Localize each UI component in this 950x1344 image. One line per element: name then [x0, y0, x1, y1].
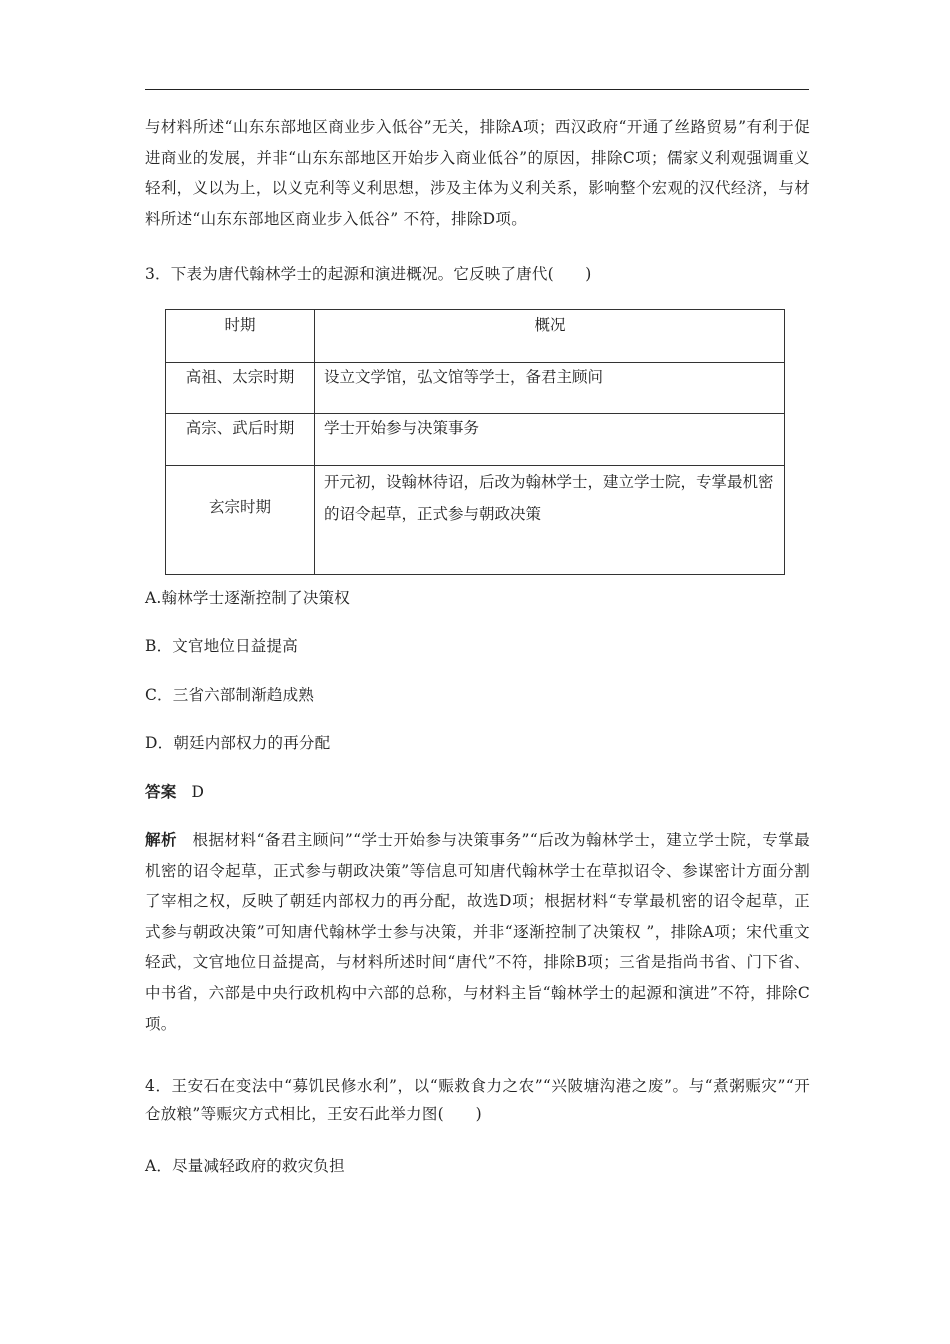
option-a: A.翰林学士逐渐控制了决策权	[145, 589, 350, 607]
answer-label: 答案	[145, 782, 177, 801]
option-c: C．三省六部制渐趋成熟	[145, 686, 315, 704]
table-cell-summary: 设立文学馆，弘文馆等学士，备君主顾问	[315, 363, 785, 414]
analysis-paragraph	[145, 825, 810, 1039]
table-cell-period: 高祖、太宗时期	[166, 363, 315, 414]
table-row	[166, 466, 785, 575]
question-4-stem: 4．王安石在变法中“募饥民修水利”，以“赈救食力之农”“兴陂塘沟港之废”。与“煮粥赈灾”“开仓放粮”等赈灾方式相比，王安石此举力图( )	[145, 1077, 810, 1123]
table-header-summary: 概况	[315, 310, 785, 363]
table-row	[166, 363, 785, 414]
q4-option-a: A．尽量减轻政府的救灾负担	[145, 1157, 345, 1175]
answer-line	[145, 780, 810, 804]
table-cell-period: 玄宗时期	[166, 466, 315, 575]
table-cell-summary: 学士开始参与决策事务	[315, 414, 785, 466]
table-cell-period: 高宗、武后时期	[166, 414, 315, 466]
table-cell-summary: 开元初，设翰林待诏，后改为翰林学士，建立学士院，专掌最机密的诏令起草，正式参与朝政决策	[315, 466, 785, 575]
option-b: B．文官地位日益提高	[145, 637, 298, 655]
option-d: D．朝廷内部权力的再分配	[145, 734, 331, 752]
analysis-text: 根据材料“备君主顾问”“学士开始参与决策事务”“后改为翰林学士，建立学士院，专掌最机密的诏令起草，正式参与朝政决策”等信息可知唐代翰林学士在草拟诏令、参谋密计方面分割了宰相之权，反映了朝廷内部权力的再分配，故选D项；根据材料“专掌最机密的诏令起草，正式参与朝政决策”可知唐代翰林学士参与决策，并非“逐渐控制了决策权 ”，排除A项；宋代重文轻武，文官地位日益提高，与材料所述时间“唐代”不符，排除B项；三省是指尚书省、门下省、中书省，六部是中央行政机构中六部的总称，与材料主旨“翰林学士的起源和演进”不符，排除C项。	[145, 831, 810, 1033]
analysis-label: 解析	[145, 830, 178, 849]
header-rule	[145, 89, 809, 90]
intro-paragraph: 与材料所述“山东东部地区商业步入低谷”无关，排除A项；西汉政府“开通了丝路贸易”有利于促进商业的发展，并非“山东东部地区开始步入商业低谷”的原因，排除C项；儒家义利观强调重义轻利，义以为上，以义克利等义利思想，涉及主体为义利关系，影响整个宏观的汉代经济，与材料所述“山东东部地区商业步入低谷” 不符，排除D项。	[145, 118, 810, 228]
question-3-stem: 3．下表为唐代翰林学士的起源和演进概况。它反映了唐代( )	[145, 265, 592, 283]
answer-value: D	[191, 783, 205, 801]
table-header-row	[166, 310, 785, 363]
table-header-period: 时期	[166, 310, 315, 363]
history-table	[165, 309, 785, 575]
table-row	[166, 414, 785, 466]
